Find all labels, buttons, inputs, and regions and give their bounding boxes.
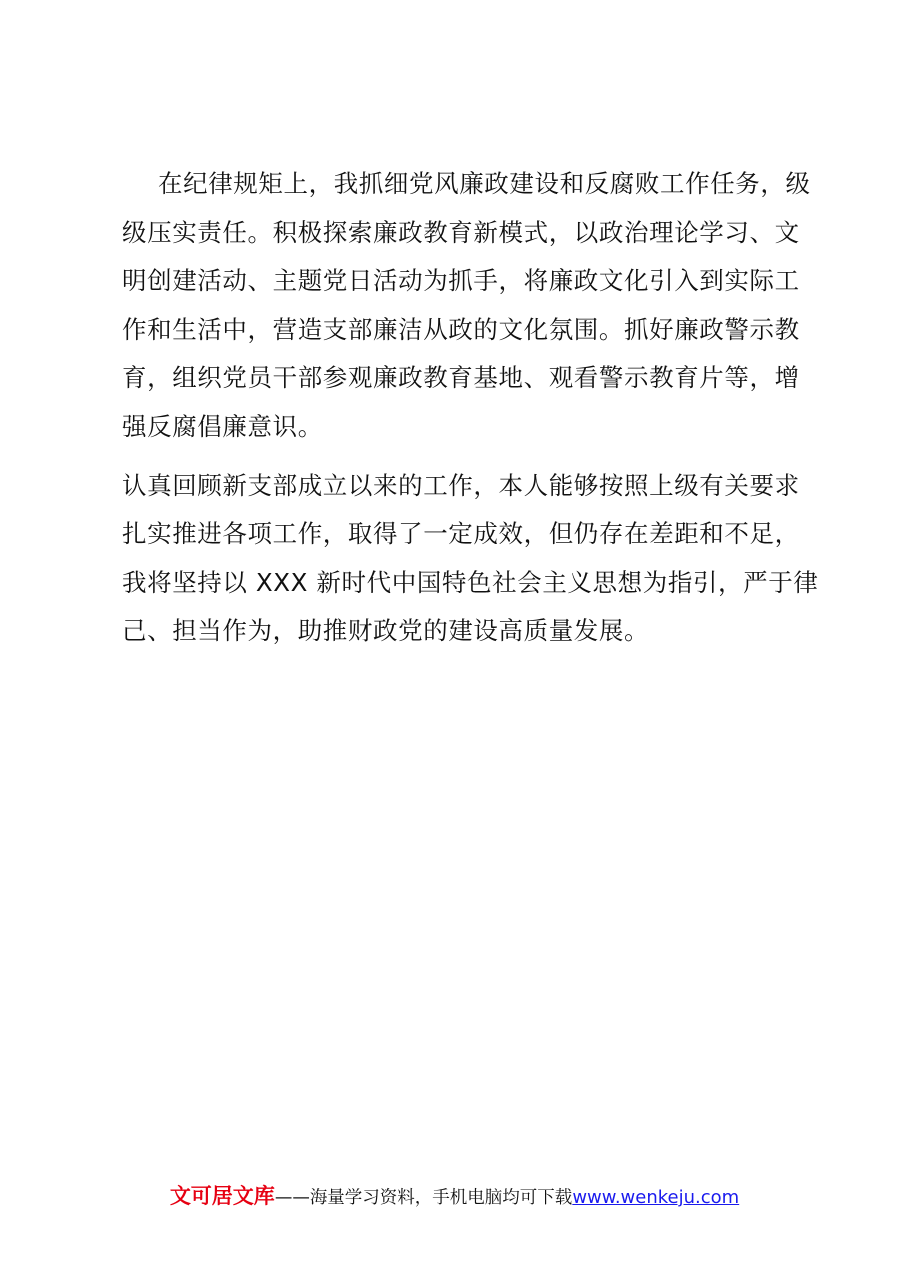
footer-tagline: ——海量学习资料，手机电脑均可下载 [274, 1188, 573, 1208]
paragraph-line: 明创建活动、主题党日活动为抓手，将廉政文化引入到实际工 [122, 266, 800, 296]
brand-name: 文可居文库 [169, 1184, 275, 1208]
paragraph-line: 认真回顾新支部成立以来的工作，本人能够按照上级有关要求 [122, 470, 800, 500]
document-body [122, 160, 819, 656]
paragraph-line: 扎实推进各项工作，取得了一定成效，但仍存在差距和不足， [122, 519, 800, 549]
paragraph-line: 我将坚持以 XXX 新时代中国特色社会主义思想为指引，严于律 [122, 567, 819, 597]
website-link[interactable]: www.wenkeju.com [572, 1187, 740, 1208]
paragraph-review [122, 462, 819, 656]
paragraph-line: 己、担当作为，助推财政党的建设高质量发展。 [122, 616, 650, 646]
paragraph-discipline [122, 160, 811, 452]
paragraph-line: 级压实责任。积极探索廉政教育新模式，以政治理论学习、文 [122, 217, 800, 247]
paragraph-line: 强反腐倡廉意识。 [122, 411, 323, 441]
footer-banner [0, 1180, 909, 1210]
paragraph-line: 在纪律规矩上，我抓细党风廉政建设和反腐败工作任务，级 [158, 169, 811, 198]
paragraph-line: 作和生活中，营造支部廉洁从政的文化氛围。抓好廉政警示教 [122, 314, 800, 344]
paragraph-line: 育，组织党员干部参观廉政教育基地、观看警示教育片等，增 [122, 363, 800, 393]
